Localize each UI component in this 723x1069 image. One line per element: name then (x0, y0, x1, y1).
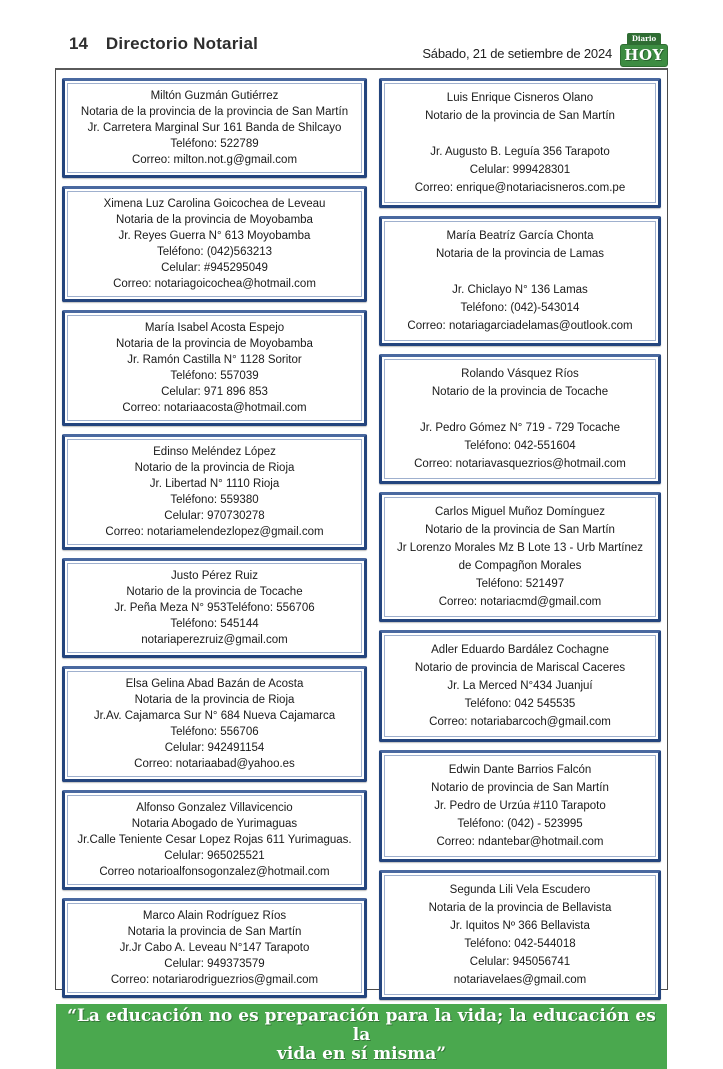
notary-card-line: Celular: #945295049 (161, 262, 268, 274)
notary-card-line: Teléfono: 545144 (170, 618, 259, 630)
notary-card-line: Notario de la provincia de Tocache (126, 586, 303, 598)
notary-card-line: Teléfono: 522789 (170, 138, 259, 150)
notary-card-line: Jr. Carretera Marginal Sur 161 Banda de Shilcayo (87, 122, 342, 134)
notary-card (379, 870, 661, 1000)
notary-card-line: Celular: 999428301 (469, 164, 571, 176)
logo-name: HOY (620, 44, 668, 67)
notary-card-line: Teléfono: 559380 (170, 494, 259, 506)
notary-card-line: Jr.Av. Cajamarca Sur N° 684 Nueva Cajamarca (93, 710, 336, 722)
notary-card-line: Notaria de la provincia de Moyobamba (116, 214, 313, 226)
notary-card (62, 790, 367, 890)
notary-card-line: Jr. La Merced N°434 Juanjuí (447, 680, 593, 692)
notary-card-line: Celular: 971 896 853 (161, 386, 268, 398)
notary-card-line: Notaria de la provincia de Rioja (134, 694, 295, 706)
notary-card (379, 750, 661, 862)
notary-card-line: Notaria de la provincia de Moyobamba (116, 338, 313, 350)
notary-card (62, 434, 367, 550)
notary-card-line: Teléfono: 042-551604 (464, 440, 576, 452)
notary-card (379, 492, 661, 622)
notary-card-line: Teléfono: (042)-543014 (460, 302, 580, 314)
notary-card-line: Notario de la provincia de San Martín (425, 110, 615, 122)
notary-card-line: Segunda Lili Vela Escudero (449, 884, 591, 896)
notary-card-line: de Compagñon Morales (458, 560, 582, 572)
notary-card-line: Alfonso Gonzalez Villavicencio (136, 802, 293, 814)
notary-card-line: Jr. Pedro de Urzúa #110 Tarapoto (434, 800, 606, 812)
notary-card-line (385, 401, 655, 419)
notary-card-line: Correo: notariamelendezlopez@gmail.com (105, 526, 324, 538)
notary-card-line: Celular: 945056741 (469, 956, 571, 968)
notary-card-line: Justo Pérez Ruiz (171, 570, 258, 582)
notary-card-line: Elsa Gelina Abad Bazán de Acosta (125, 678, 304, 690)
notary-card (62, 666, 367, 782)
notary-card-line: Jr. Chiclayo N° 136 Lamas (452, 284, 588, 296)
left-column (62, 78, 367, 998)
notary-card-line: Jr. Augusto B. Leguía 356 Tarapoto (430, 146, 610, 158)
notary-card-line: Notario de la provincia de Tocache (431, 386, 609, 398)
notary-card-line: notariaperezruiz@gmail.com (141, 634, 288, 646)
notary-card-line: Notario de la provincia de San Martín (425, 524, 615, 536)
page-header (55, 28, 668, 66)
notary-card-line: Teléfono: 557039 (170, 370, 259, 382)
notary-card-line: Teléfono: 042 545535 (464, 698, 576, 710)
notary-card-line: Correo: notariavasquezrios@hotmail.com (414, 458, 626, 470)
right-column (379, 78, 661, 1000)
notary-card-line: Notaria la provincia de San Martín (127, 926, 302, 938)
header-right (422, 28, 668, 67)
notary-card-line: Jr Lorenzo Morales Mz B Lote 13 - Urb Martínez (396, 542, 644, 554)
notary-card-line (385, 125, 655, 143)
notary-card-line: Notario de la provincia de Rioja (134, 462, 295, 474)
notary-card (379, 630, 661, 742)
directory-columns (56, 70, 667, 1004)
content-frame (55, 68, 668, 1064)
page-number: 14 (69, 34, 88, 53)
notary-card-line: Correo: notariagoicochea@hotmail.com (113, 278, 316, 290)
notary-card-line: Teléfono: 521497 (475, 578, 565, 590)
notary-card-line: Notaria de la provincia de Bellavista (428, 902, 612, 914)
notary-card (62, 558, 367, 658)
notary-card-line: Jr. Pedro Gómez N° 719 - 729 Tocache (420, 422, 620, 434)
notary-card-line: Celular: 965025521 (164, 850, 265, 862)
notary-card-line: Correo: milton.not.g@gmail.com (131, 154, 298, 166)
notary-card-line: Edwin Dante Barrios Falcón (448, 764, 592, 776)
notary-card (62, 186, 367, 302)
notary-card-line: Jr. Libertad N° 1110 Rioja (149, 478, 280, 490)
notary-card-line: Notaria de la provincia de la provincia de San Martín (80, 106, 349, 118)
notary-card-line: Jr.Calle Teniente Cesar Lopez Rojas 611 Yurimaguas. (77, 834, 352, 846)
notary-card-line: María Beatríz García Chonta (446, 230, 594, 242)
notary-card-line: notariavelaes@gmail.com (453, 974, 587, 986)
notary-card-line: Correo: notariabarcoch@gmail.com (429, 716, 611, 728)
notary-card-line: Teléfono: 556706 (170, 726, 259, 738)
notary-card (62, 310, 367, 426)
notary-card-line: Correo: ndantebar@hotmail.com (436, 836, 604, 848)
notary-card-line: Notario de provincia de San Martín (431, 782, 609, 794)
notary-card-line: Teléfono: 042-544018 (464, 938, 576, 950)
notary-card-line: Marco Alain Rodríguez Ríos (142, 910, 287, 922)
notary-card-line: Edinso Meléndez López (153, 446, 276, 458)
notary-card-line: Jr. Ramón Castilla N° 1128 Soritor (127, 354, 302, 366)
notary-card (379, 78, 661, 208)
notary-card-line: María Isabel Acosta Espejo (144, 322, 285, 334)
footer-quote-line: “La educación no es preparación para la vida; la educación es la (67, 1006, 656, 1045)
notary-card-line: Celular: 949373579 (164, 958, 265, 970)
notary-card-line: Teléfono: (042)563213 (156, 246, 273, 258)
notary-card-line: Notario de provincia de Mariscal Caceres (414, 662, 626, 674)
diario-hoy-logo (620, 28, 668, 67)
notary-card-line: Miltón Guzmán Gutiérrez (150, 90, 279, 102)
notary-card-line: Notaria Abogado de Yurimaguas (131, 818, 298, 830)
notary-card (379, 354, 661, 484)
notary-card-line: Teléfono: (042) - 523995 (457, 818, 583, 830)
notary-card-line: Rolando Vásquez Ríos (461, 368, 579, 380)
notary-card-line: Carlos Miguel Muñoz Domínguez (434, 506, 606, 518)
notary-card-line: Jr. Peña Meza N° 953Teléfono: 556706 (114, 602, 315, 614)
notary-card-line: Jr.Jr Cabo A. Leveau N°147 Tarapoto (119, 942, 310, 954)
notary-card-line: Notaria de la provincia de Lamas (435, 248, 605, 260)
notary-card (379, 216, 661, 346)
notary-card-line: Jr. Iquitos Nº 366 Bellavista (450, 920, 590, 932)
notary-card-line: Ximena Luz Carolina Goicochea de Leveau (103, 198, 326, 210)
notary-card (62, 898, 367, 998)
notary-card-line: Adler Eduardo Bardález Cochagne (431, 644, 609, 656)
notary-card-line: Correo: enrique@notariacisneros.com.pe (414, 182, 626, 194)
page-title: Directorio Notarial (105, 34, 259, 53)
header-left (69, 34, 258, 54)
notary-card-line: Celular: 942491154 (164, 742, 265, 754)
notary-card-line: Correo: notariarodriguezrios@gmail.com (110, 974, 319, 986)
notary-card-line: Correo notarioalfonsogonzalez@hotmail.com (99, 866, 330, 878)
date-text: Sábado, 21 de setiembre de 2024 (422, 46, 612, 61)
notary-card-line (385, 263, 655, 281)
notary-card (62, 78, 367, 178)
logo-tagline: Diario (627, 33, 661, 44)
footer-quote-line: vida en sí misma” (277, 1044, 446, 1064)
notary-card-line: Correo: notariacmd@gmail.com (438, 596, 602, 608)
notary-card-line: Celular: 970730278 (164, 510, 265, 522)
notary-card-line: Jr. Reyes Guerra N° 613 Moyobamba (118, 230, 311, 242)
footer-quote-bar (56, 1004, 667, 1069)
notary-card-line: Luis Enrique Cisneros Olano (446, 92, 594, 104)
notary-card-line: Correo: notariaacosta@hotmail.com (122, 402, 307, 414)
notary-card-line: Correo: notariaabad@yahoo.es (134, 758, 295, 770)
notary-card-line: Correo: notariagarciadelamas@outlook.com (407, 320, 633, 332)
